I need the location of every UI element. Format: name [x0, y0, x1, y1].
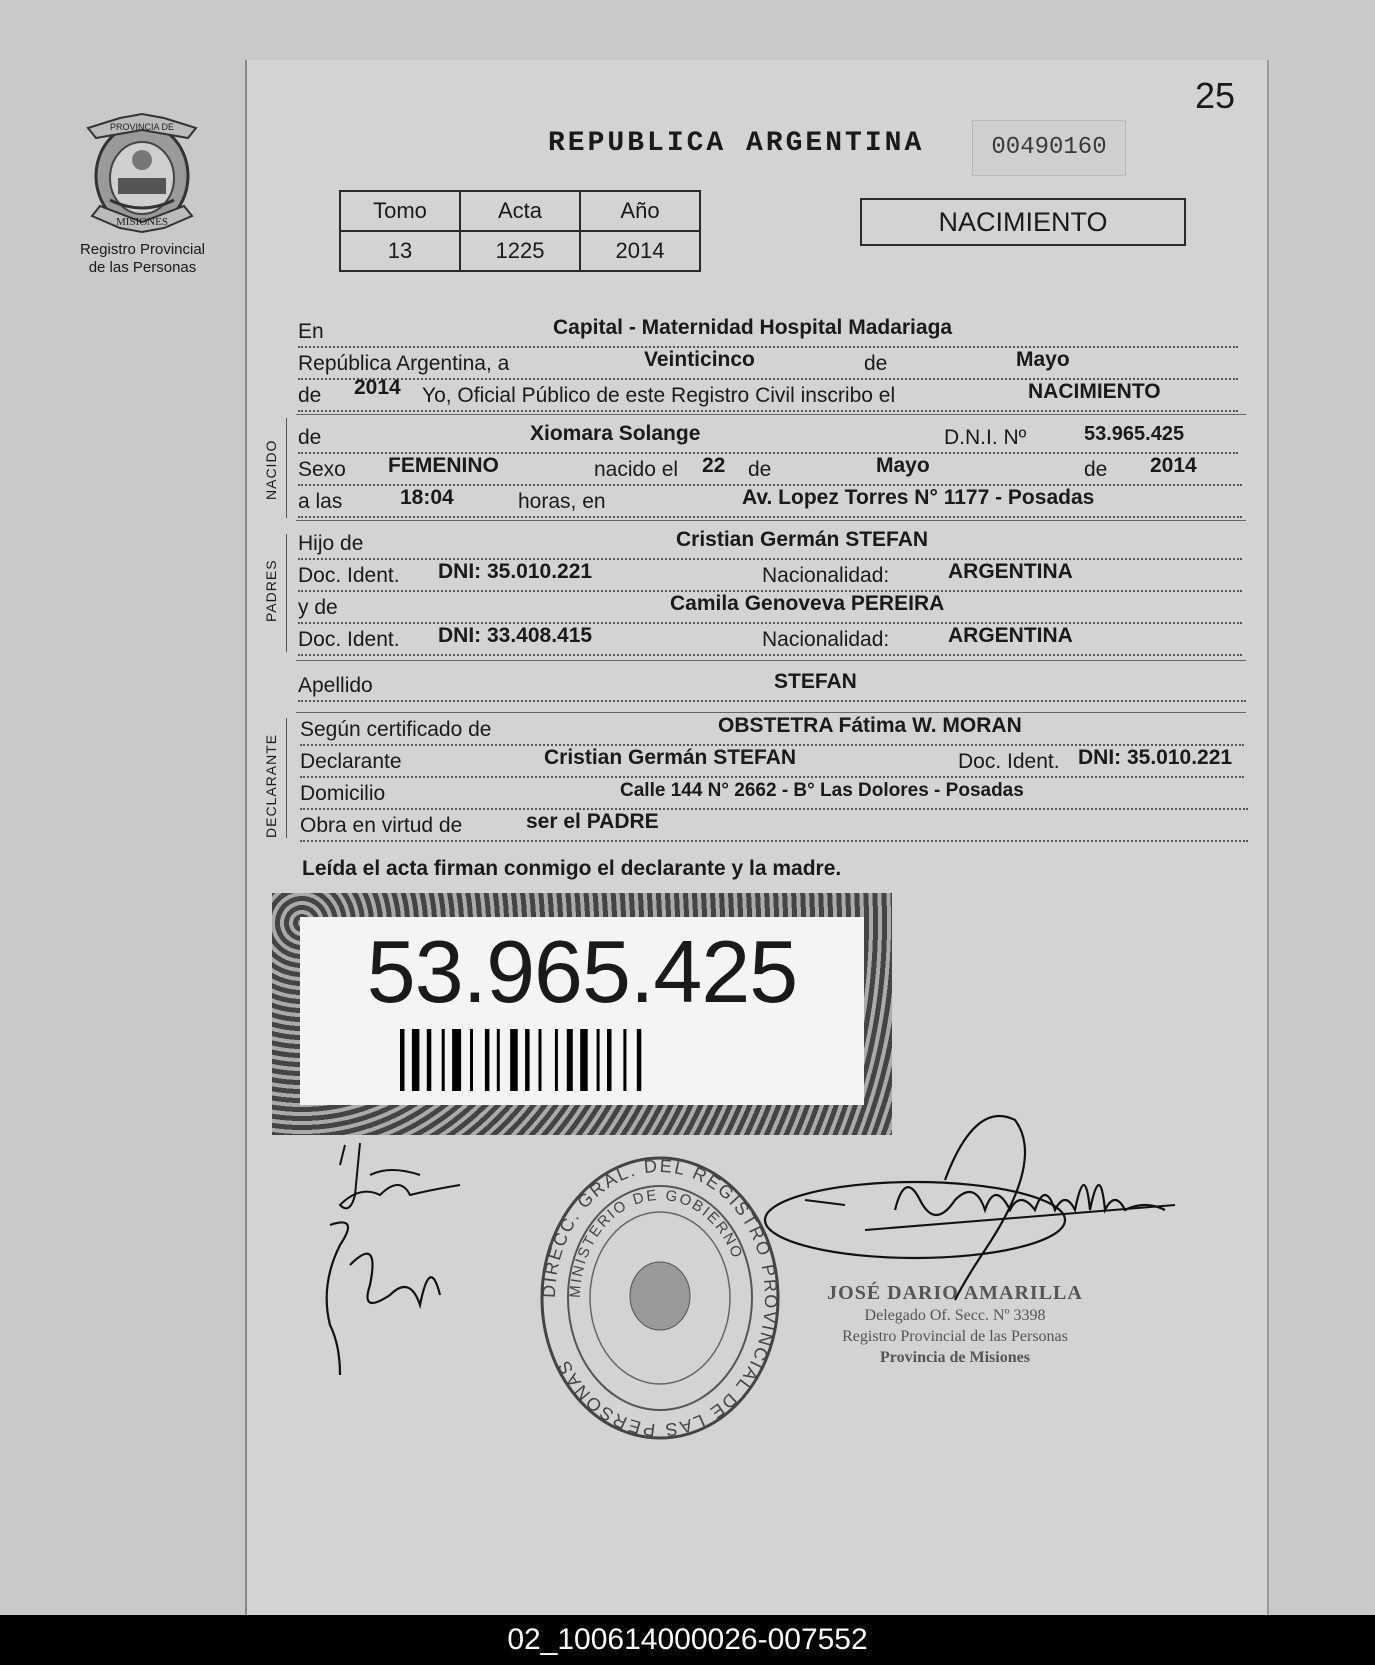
address-value: Calle 144 N° 2662 - B° Las Dolores - Posadas — [620, 780, 1024, 801]
obra-label: Obra en virtud de — [300, 814, 463, 837]
en-label: En — [298, 320, 324, 343]
obra-value: ser el PADRE — [526, 810, 659, 833]
issuer-name — [60, 241, 225, 277]
official-stamp — [810, 1282, 1100, 1368]
divider — [296, 712, 1246, 713]
obra-line — [300, 810, 1248, 842]
date-line — [298, 348, 1238, 380]
oficial-text: Yo, Oficial Público de este Registro Civil inscribo el — [422, 384, 896, 407]
oficial-line — [298, 376, 1238, 412]
birth-place-value: Av. Lopez Torres N° 1177 - Posadas — [742, 486, 1095, 509]
child-name-value: Xiomara Solange — [530, 422, 701, 445]
father-nat-value: ARGENTINA — [948, 560, 1073, 583]
declarante-label: Declarante — [300, 750, 402, 773]
signature-left — [300, 1135, 500, 1375]
document-title: REPUBLICA ARGENTINA — [548, 128, 925, 159]
declarante-line — [300, 746, 1244, 778]
issuer-name-line1: Registro Provincial — [79, 241, 206, 258]
footer-id: 02_100614000026-007552 — [507, 1623, 868, 1656]
declarante-doc-label: Doc. Ident. — [958, 750, 1060, 773]
declarante-section-label: DECLARANTE — [263, 733, 279, 838]
month-value: Mayo — [1016, 348, 1070, 371]
id-number-sticker — [272, 893, 892, 1135]
birth-time-value: 18:04 — [400, 486, 454, 509]
anio-value: 2014 — [580, 231, 700, 271]
mother-nat-value: ARGENTINA — [948, 624, 1073, 647]
barcode — [400, 1029, 760, 1091]
padres-section-label: PADRES — [263, 559, 279, 622]
father-line — [298, 528, 1242, 560]
birth-year-value: 2014 — [1150, 454, 1197, 477]
nacido-section-label: NACIDO — [263, 439, 279, 500]
declarante-doc-value: DNI: 35.010.221 — [1078, 746, 1233, 769]
nacido-name-line — [298, 422, 1238, 454]
birth-line — [298, 454, 1242, 486]
mother-name-value: Camila Genoveva PEREIRA — [670, 592, 945, 615]
apellido-value: STEFAN — [774, 670, 857, 693]
father-doc-value: DNI: 35.010.221 — [438, 560, 593, 583]
cert-label: Según certificado de — [300, 718, 492, 741]
id-number-value: 53.965.425 — [366, 922, 798, 1021]
act-value: NACIMIENTO — [1028, 380, 1161, 403]
declarante-bracket — [286, 718, 287, 838]
year-value: 2014 — [354, 376, 401, 399]
cert-line — [300, 714, 1244, 746]
nacido-bracket — [286, 418, 287, 518]
birth-de1-label: de — [748, 458, 772, 481]
mother-line — [298, 592, 1242, 624]
nacido-de-label: de — [298, 426, 322, 449]
birth-day-value: 22 — [702, 454, 726, 477]
divider — [296, 414, 1246, 415]
official-name: JOSÉ DARIO AMARILLA — [827, 1282, 1083, 1304]
horas-label: horas, en — [518, 490, 606, 513]
father-name-value: Cristian Germán STEFAN — [676, 528, 929, 551]
id-number-panel — [300, 917, 864, 1105]
acta-header: Acta — [460, 191, 580, 231]
sexo-label: Sexo — [298, 458, 346, 481]
child-dni-value: 53.965.425 — [1084, 423, 1185, 445]
father-nat-label: Nacionalidad: — [762, 564, 890, 587]
place-value: Capital - Maternidad Hospital Madariaga — [553, 316, 953, 339]
tomo-value: 13 — [340, 231, 460, 271]
a-las-label: a las — [298, 490, 343, 513]
official-title: Delegado Of. Secc. Nº 3398 — [864, 1307, 1046, 1324]
official-province: Provincia de Misiones — [880, 1349, 1030, 1366]
act-type-box: NACIMIENTO — [860, 198, 1186, 246]
birth-de2-label: de — [1084, 458, 1108, 481]
tomo-header: Tomo — [340, 191, 460, 231]
padres-bracket — [286, 534, 287, 652]
mother-nat-label: Nacionalidad: — [762, 628, 890, 651]
mother-doc-label: Doc. Ident. — [298, 628, 400, 651]
page-number: 25 — [1195, 75, 1236, 116]
de-year-label: de — [298, 384, 322, 407]
declarante-name-value: Cristian Germán STEFAN — [544, 746, 797, 769]
divider — [296, 660, 1246, 661]
domicilio-line — [300, 778, 1248, 810]
day-word-value: Veinticinco — [644, 348, 755, 371]
time-place-line — [298, 486, 1242, 518]
register-header-row — [340, 191, 700, 231]
svg-text:MISIONES: MISIONES — [116, 216, 168, 228]
nacido-el-label: nacido el — [594, 458, 679, 481]
father-doc-label: Doc. Ident. — [298, 564, 400, 587]
divider — [296, 520, 1246, 521]
mother-doc-line — [298, 624, 1242, 656]
serial-number: 00490160 — [972, 120, 1126, 176]
place-line — [298, 316, 1238, 348]
cert-value: OBSTETRA Fátima W. MORAN — [718, 714, 1022, 737]
closing-statement: Leída el acta firman conmigo el declarante y la madre. — [302, 857, 842, 880]
svg-text:PROVINCIA DE: PROVINCIA DE — [109, 122, 175, 132]
register-table — [339, 190, 701, 272]
y-de-label: y de — [298, 596, 338, 619]
mother-doc-value: DNI: 33.408.415 — [438, 624, 593, 647]
apellido-line — [298, 670, 1246, 702]
apellido-label: Apellido — [298, 674, 373, 697]
birth-month-value: Mayo — [876, 454, 930, 477]
de-label: de — [864, 352, 888, 375]
father-doc-line — [298, 560, 1242, 592]
svg-text:MINISTERIO DE GOBIERNO: MINISTERIO DE GOBIERNO — [566, 1186, 747, 1299]
anio-header: Año — [580, 191, 700, 231]
acta-value: 1225 — [460, 231, 580, 271]
coat-of-arms-logo — [80, 108, 205, 238]
svg-text:DIRECC. GRAL. DEL REGISTRO PRO: DIRECC. GRAL. DEL REGISTRO PROVINCIAL DE LAS PERSONAS — [538, 1155, 782, 1441]
official-office: Registro Provincial de las Personas — [842, 1328, 1068, 1345]
register-value-row — [340, 231, 700, 271]
domicilio-label: Domicilio — [300, 782, 386, 805]
signature-right — [745, 1100, 1185, 1310]
sexo-value: FEMENINO — [388, 454, 499, 477]
hijo-de-label: Hijo de — [298, 532, 364, 555]
footer-bar — [0, 1615, 1375, 1665]
issuer-name-line2: de las Personas — [88, 259, 197, 276]
republica-label: República Argentina, a — [298, 352, 510, 375]
dni-label: D.N.I. Nº — [944, 426, 1027, 449]
